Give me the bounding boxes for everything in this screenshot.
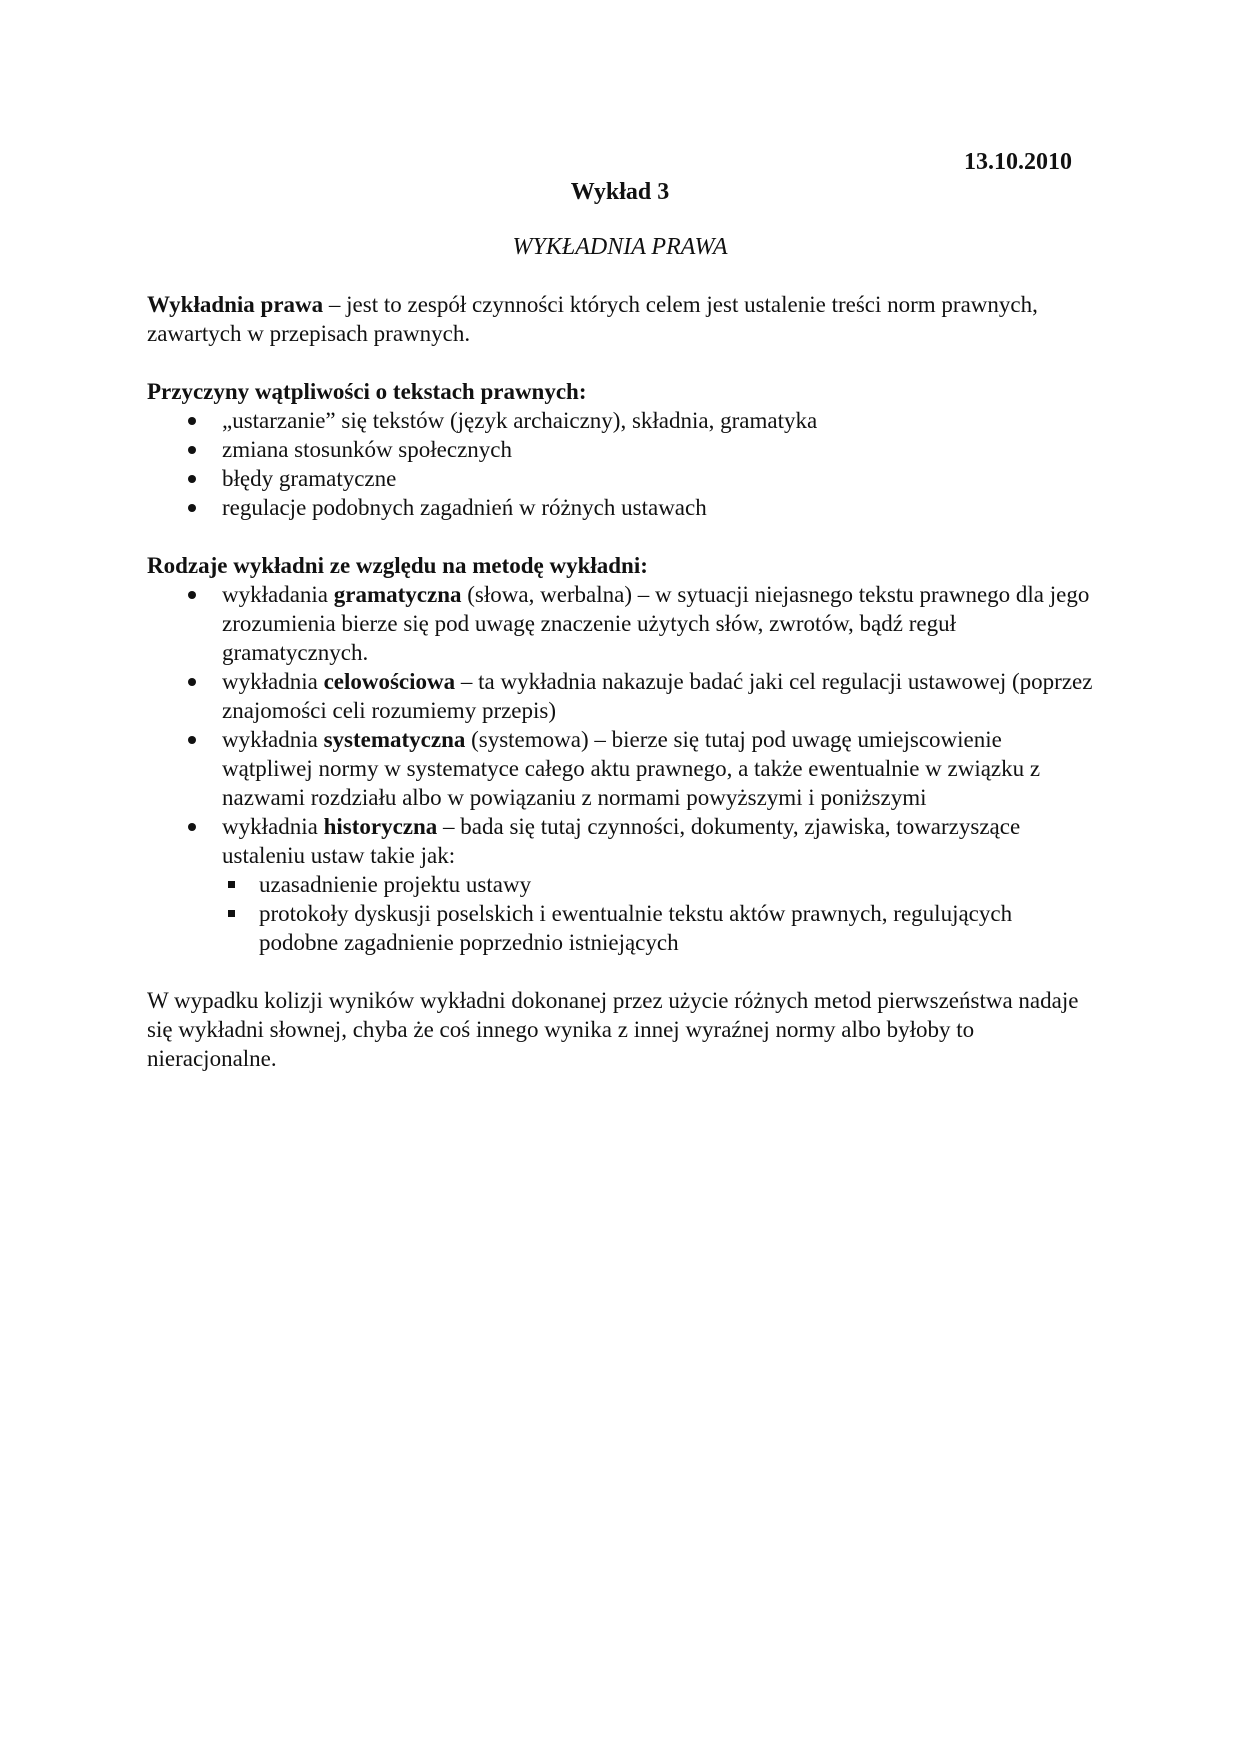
lecture-subject: WYKŁADNIA PRAWA	[512, 234, 728, 260]
definition-text: – jest to zespół czynności których celem jest ustalenie treści norm prawnych, zawartych w przepisach prawnych.	[147, 292, 1038, 346]
definition-paragraph	[147, 290, 1097, 348]
list-item: błędy gramatyczne	[147, 464, 1097, 493]
item-text: – ta wykładnia nakazuje badać jaki cel regulacji ustawowej (poprzez znajomości celi rozumiemy przepis)	[222, 669, 1093, 723]
doubts-list	[147, 406, 1097, 522]
item-term: systematyczna	[323, 727, 466, 752]
item-prefix: wykładnia	[222, 727, 324, 752]
item-term: gramatyczna	[333, 582, 462, 607]
list-item	[147, 725, 1097, 812]
item-term: celowościowa	[323, 669, 456, 694]
lecture-number	[0, 178, 1240, 207]
historical-sublist	[222, 870, 1097, 957]
item-prefix: wykładania	[222, 582, 334, 607]
doubts-heading: Przyczyny wątpliwości o tekstach prawnych:	[147, 379, 587, 404]
types-heading: Rodzaje wykładni ze względu na metodę wykładni:	[147, 553, 648, 578]
list-item: „ustarzanie” się tekstów (język archaiczny), składnia, gramatyka	[147, 406, 1097, 435]
item-term: historyczna	[323, 814, 438, 839]
lecture-number-text: Wykład 3	[570, 179, 670, 205]
item-text: (systemowa) – bierze się tutaj pod uwagę umiejscowienie wątpliwej normy w systematyce całego aktu prawnego, a także ewentualnie w związku z nazwami rozdziału albo w powiązaniu z normami powyższymi i poniższymi	[222, 727, 1041, 810]
sublist-item: protokoły dyskusji poselskich i ewentualnie tekstu aktów prawnych, regulujących podobne zagadnienie poprzednio istniejących	[222, 899, 1097, 957]
conclusion-paragraph: W wypadku kolizji wyników wykładni dokonanej przez użycie różnych metod pierwszeństwa nadaje się wykładni słownej, chyba że coś innego wynika z innej wyraźnej normy albo byłoby to nieracjonalne.	[147, 988, 1079, 1071]
list-item	[147, 580, 1097, 667]
item-prefix: wykładnia	[222, 814, 324, 839]
document-body	[147, 290, 1097, 1073]
types-list	[147, 580, 1097, 957]
list-item	[147, 667, 1097, 725]
item-prefix: wykładnia	[222, 669, 324, 694]
list-item: regulacje podobnych zagadnień w różnych ustawach	[147, 493, 1097, 522]
list-item	[147, 812, 1097, 957]
item-text: (słowa, werbalna) – w sytuacji niejasnego tekstu prawnego dla jego zrozumienia bierze się pod uwagę znaczenie użytych słów, zwrotów, bądź reguł gramatycznych.	[222, 582, 1090, 665]
document-date: 13.10.2010	[964, 149, 1072, 175]
definition-term: Wykładnia prawa	[147, 292, 324, 317]
item-text: – bada się tutaj czynności, dokumenty, zjawiska, towarzyszące ustaleniu ustaw takie jak:	[222, 814, 1021, 868]
list-item: zmiana stosunków społecznych	[147, 435, 1097, 464]
sublist-item: uzasadnienie projektu ustawy	[222, 870, 1097, 899]
